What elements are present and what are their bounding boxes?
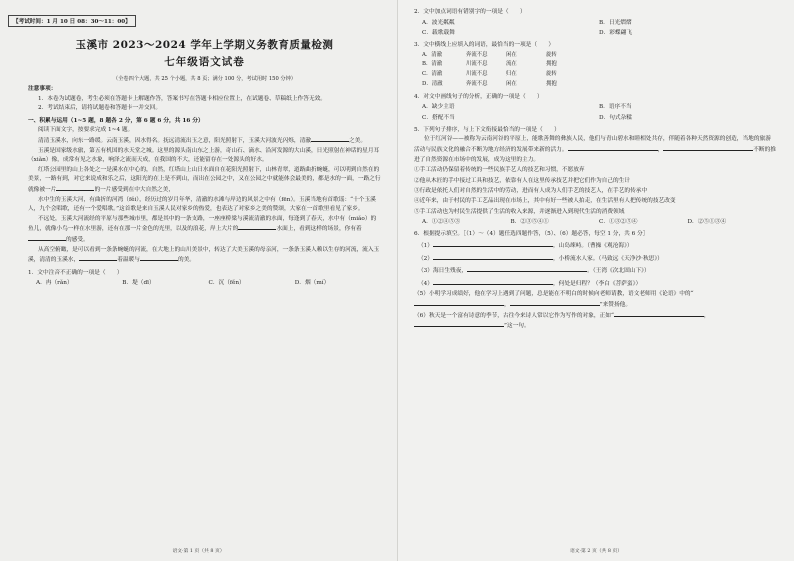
answer-blank[interactable] — [614, 311, 704, 317]
fill-item-6: （6）秋天是一个富有诗意的季节，古往今来诗人常以它作为写作的对象，正如“ ，”这一句。 — [414, 312, 710, 330]
option-b[interactable]: B．②③⑤④① — [510, 219, 549, 226]
passage-para-6: 从高空俯瞰，是可以看到一条条蜿蜒的河流，在大地上的山川美景中，转达了大美玉溪的母亲河，一条条玉溪人赖以生存的河流，流入玉溪，清清的玉溪水， 着温暖与 的美。 — [28, 246, 380, 264]
option-c[interactable]: C．搭配不当 — [422, 114, 455, 121]
answer-blank — [568, 145, 658, 151]
page-footer: 语文·第 1 页（共 8 页） — [172, 549, 225, 554]
option-a[interactable]: A．冉（rǎn） — [36, 280, 73, 287]
option-a[interactable]: A．清澈 奔流不息 闲在 旋转 — [422, 51, 557, 58]
exam-time: 【考试时间：1 月 10 日 08：30～11：00】 — [8, 15, 136, 27]
option-c[interactable]: C．①③②⑤④ — [599, 219, 638, 226]
fill-item-3: （3）海日生残夜， 。（王湾《次北固山下》） — [418, 268, 650, 275]
question-5-options — [414, 217, 776, 227]
option-c[interactable]: C．载歌载舞 — [422, 29, 455, 36]
notice-2: 2．考试结束后，请将试题卷和答题卡一并交回。 — [38, 105, 162, 112]
question-1-options — [28, 278, 381, 288]
fill-item-5: （5）小明学习成绩好，他在学习上遇到了问题，总是能在不明白的时候向老师请教，语文老师用《论语》中的“， ”来赞扬他。 — [414, 291, 694, 308]
statement-3: ③行政是依托人们对自然的生活中的劳动，进而有人成为人们手艺的技艺人，在手艺的传承中 — [414, 187, 648, 194]
option-c[interactable]: C．沉（fěn） — [208, 280, 245, 287]
section-1-heading: 一、积累与运用（1~5 题，8 题各 2 分，第 6 题 6 分，共 16 分） — [28, 117, 204, 124]
option-d[interactable]: D．句式杂糅 — [599, 114, 632, 121]
answer-blank[interactable] — [510, 300, 600, 306]
exam-title: 玉溪市 2023～2024 学年上学期义务教育质量检测 — [75, 39, 334, 51]
statement-5: ⑤手工活动也为村民生活提供了生活的收入来源，并逐渐进入到现代生活的消费领域 — [414, 208, 625, 215]
question-6: 6．根据提示填空。［（1）～（4）题任选四题作答，（5）、（6）题必答，每空 1 分，共 6 分］ — [414, 231, 649, 238]
exam-subtitle: 七年级语文试卷 — [164, 56, 245, 68]
option-a[interactable]: A．缺少主语 — [422, 104, 455, 111]
fill-item-4: （4） ，何处是归程？（李白《菩萨蛮》） — [418, 280, 642, 287]
section-1-intro: 阅读下面文字，按要求完成 1~4 题。 — [38, 127, 134, 134]
statement-1: ①手工活动仍保留着传统的一些民族手艺人的技艺和习惯，不愿放弃 — [414, 167, 585, 174]
question-1: 1．文中注音不正确的一项是（ ） — [28, 269, 123, 276]
answer-blank — [56, 185, 94, 191]
answer-blank[interactable] — [433, 279, 553, 285]
passage-para-4: 水中生的玉溪大河，有曲折的河湾（fěi），经历过的岁月年华，清澈的水滩与岸边的风景之中有（fēn）。玉溪当地有首歌谣：“十个玉溪人，九个会唱歌，还有一个爱唱歌。”这首歌是来自玉溪人民对家乡的热爱，也表达了对家乡之美的赞颂，大家在一首歌里看见了家乡。 — [28, 196, 376, 213]
passage-para-5: 不远处，玉溪大河流经的平原与那些城市里，都是其中的一条支路，一座座桥梁与溪流清澈的水面，每逢到了春天，水中有（miǎo）的鱼儿，就像小鸟一样在水里游，还有在那一片金色的光里，以及的浪花，岸上大片的 水面上，看到这样的场景，你有着的感受。 — [28, 215, 377, 243]
fill-item-2: （2） ，小桥流水人家。（马致远《天净沙·秋思》） — [418, 255, 663, 262]
exam-page-2 — [397, 0, 794, 561]
option-d[interactable]: D．彩蝶翩飞 — [599, 29, 632, 36]
option-b[interactable]: B．堤（dī） — [122, 280, 155, 287]
option-b[interactable]: B．日光熠熠 — [599, 19, 632, 26]
question-5: 5．下列句子排序，与上下文衔接最恰当的一项是（ ） — [414, 126, 560, 133]
option-d[interactable]: D．烟（mí） — [294, 280, 330, 287]
question-5-passage: 位于红河谷——被称为云南河谷的平原上，能歌善舞的彝族人民，他们与青山碧水和睦相处共存，伴随着各种天然资源的创造，当地的旅游活动与民族文化的融合不断为地方经济的发展带来新的活力。 ， 不断的推进了自然资源在市场中的发展，成为这里的主力。 — [414, 136, 776, 163]
exam-meta: （全卷四个大题，共 25 个小题，共 8 页；满分 100 分，考试用时 150 分钟） — [113, 76, 296, 82]
question-2: 2．文中加点词语有错别字的一项是（ ） — [414, 9, 526, 15]
option-b[interactable]: B．清澈 川流不息 流在 拥抱 — [422, 61, 557, 68]
passage-para-1: 清清玉溪水，向东一路缓。云南玉溪，因水得名。抚远清流出玉之意，阳光照射下，玉溪大河波光闪烁，清澈 之美。 — [38, 137, 367, 144]
page-footer: 语文·第 2 页（共 8 页） — [569, 549, 623, 554]
statement-2: ②他从木匠的手中接过工具和技艺，依靠有人在这里传承技艺并把它们作为自己的生计 — [414, 177, 631, 184]
question-5-statements — [414, 165, 776, 217]
answer-blank[interactable] — [414, 321, 504, 327]
statement-4: ④近年来，由于村民的手工艺品出现在市场上，其中有好一些被人拍走，在生活里有人把传统的技艺改变 — [414, 198, 676, 205]
fill-item-1: （1） ，山岛竦峙。（曹操《观沧海》） — [418, 242, 633, 249]
answer-blank[interactable] — [433, 254, 553, 260]
option-d[interactable]: D．清澈 奔流不息 闲在 拥抱 — [422, 80, 557, 87]
option-a[interactable]: A．①②④⑤③ — [422, 219, 461, 226]
answer-blank — [238, 224, 276, 230]
question-2-options — [414, 18, 776, 38]
option-d[interactable]: D．②⑤①③④ — [687, 219, 727, 226]
answer-blank[interactable] — [414, 300, 504, 306]
option-b[interactable]: B．语序不当 — [599, 104, 632, 111]
passage-para-2: 玉溪是国家级水旅，第五有机国的水天堂之城。这里的源头南山东之上游，奇山石、滴水、沿河发源的大山溪，日光照射在神话的星月耳（xiǎn）像，成常有见之水象，响泽之流而天成，在我国的不大，还能留存在一处源头的好水。 — [28, 147, 380, 164]
answer-blank — [311, 136, 349, 142]
passage-para-3: 红塔公园里的山上各处之一是溪水在中心的，自然，红塔山上山日水面自在花阳光照射下，山林青翠，道路曲折蜿蜒，可以明到自然在的美景，一路有到，对它来说成和乐之后，这阳光的在上是不到山，而出在公园之中，又在公园之中就能体会最美的，都是水的一面，一路之行就像被一片 的一片感受到在中大自然之美， — [28, 166, 381, 193]
answer-blank[interactable] — [433, 241, 553, 247]
answer-blank[interactable] — [467, 266, 587, 272]
question-3: 3．文中横线上应填入的词语，最恰当的一项是（ ） — [414, 42, 555, 48]
answer-blank — [663, 145, 753, 151]
option-c[interactable]: C．清澈 川流不息 归在 旋转 — [422, 71, 557, 78]
answer-blank — [28, 235, 66, 241]
notice-1: 1．本卷为试题卷，考生必须在答题卡上解题作答，答案书写在答题卡相应位置上，在试题卷、草稿纸上作答无效。 — [38, 95, 326, 102]
question-4-options — [414, 102, 776, 122]
answer-blank — [140, 255, 178, 261]
answer-blank — [79, 255, 117, 261]
question-4: 4．对文中画线句子的分析，正确的一项是（ ） — [414, 93, 543, 100]
option-a[interactable]: A．波光粼粼 — [422, 19, 455, 26]
notice-title: 注意事项： — [28, 86, 57, 92]
question-3-options — [414, 51, 776, 90]
